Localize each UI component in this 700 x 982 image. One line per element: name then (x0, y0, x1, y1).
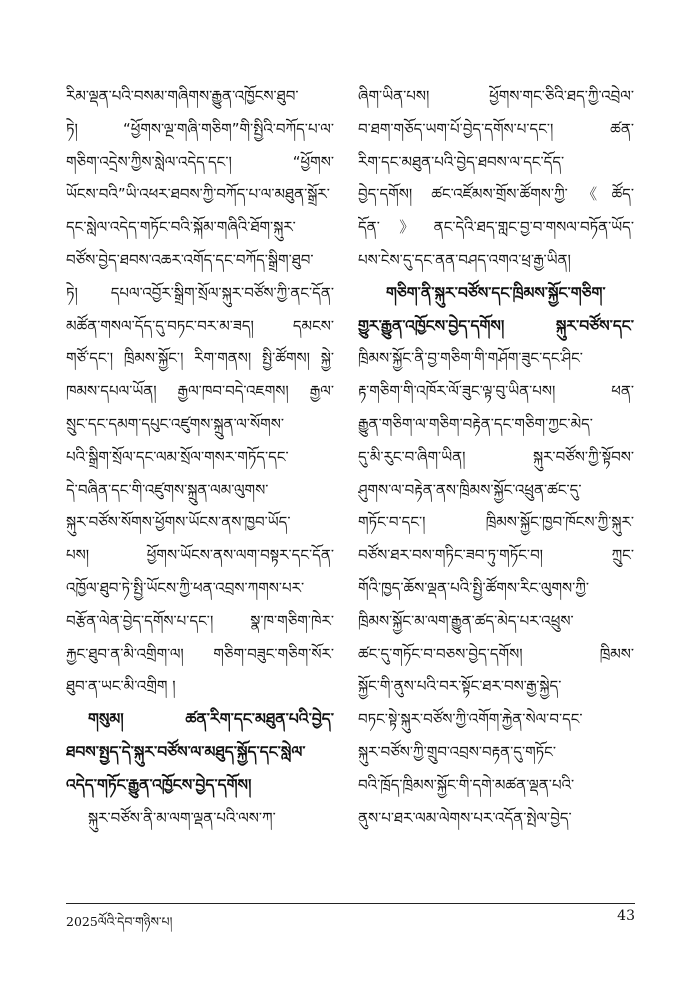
text-line: བཏང་སྟེ་སྐུར་བཙོས་ཀྱི་འགོག་རྐྱེན་སེལ་བ་དང་ (358, 710, 583, 729)
section-heading-line: གསུམ། ཚན་རིག་དང་མཐུན་པའི་བྱེད་ (88, 710, 334, 729)
text-line: སྲུང་དང་དམག་དཔུང་འཛུགས་སྐྲུན་ལ་སོགས་ (66, 414, 284, 433)
text-line: གཙོ་དང་། ཁྲིམས་སྐྱོང་། རིག་གནས། སྤྱི་ཚོགས། སྐྱེ་ (66, 349, 334, 368)
text-line: བ་ཐག་གཅོད་ཡག་པོ་བྱེད་དགོས་པ་དང་། ཚན་ (358, 119, 634, 138)
text-line: རིག་དང་མཐུན་པའི་བྱེད་ཐབས་ལ་དང་དོད་ (358, 152, 565, 171)
text-line: དོན་》ནང་དེའི་ཐད་གླང་བྱ་བ་གསལ་བཏོན་ཡོད་ (358, 218, 634, 237)
text-line: ཤུགས་ལ་བརྟེན་ནས་ཁྲིམས་སྐྱོང་འཕྲུན་ཚང་དུ་ (358, 480, 582, 499)
text-line: རྐྱང་ཐུབ་ན་མི་འགྲིག་ལ། གཅིག་བཟུང་གཅིག་སོར་ (66, 644, 334, 663)
right-text-column (358, 80, 634, 834)
footer-divider (66, 903, 635, 904)
text-line: བཙོས་བྱེད་ཐབས་འཆར་འགོད་དང་བཀོད་སྒྲིག་ཐུབ་ (66, 250, 314, 269)
text-line: ཐུབ་ན་ཡང་མི་འགྲིག ། (66, 677, 176, 696)
text-line: བརྩོན་ལེན་བྱེད་དགོས་པ་དང་། སྣ་ཁ་གཅིག་ཁེར་ (66, 611, 334, 630)
text-line: ནུས་པ་ཐར་ལམ་ལེགས་པར་འདོན་སྤེལ་བྱེད་ (358, 808, 572, 827)
text-line: ཁམས་དཔལ་ཡོན། རྒྱལ་ཁབ་བདེ་འཇགས། རྒྱལ་ (66, 382, 334, 401)
text-line: འཁྱོལ་ཐུབ་ཏེ་སྤྱི་ཡོངས་ཀྱི་ཕན་འབྲས་ཀགས་པར་ (66, 578, 305, 597)
text-line: རྒྱུན་གཅིག་ལ་གཅིག་བརྟེན་དང་གཅིག་ཀྱང་མེད་ (358, 414, 593, 433)
text-line: དང་སླེལ་འདེད་གཏོང་བའི་སྐོམ་གཞིའི་ཐོག་སྐུར་ (66, 218, 296, 237)
text-line: པའི་སྒྲིག་སྲོལ་དང་ལམ་སྲོལ་གསར་གཏོད་དང་ (66, 447, 289, 466)
text-line: གོའི་ཁྱད་ཆོས་ལྡན་པའི་སྤྱི་ཚོགས་རིང་ལུགས་ཀྱི་ (358, 578, 589, 597)
text-line: རིམ་ལྡན་པའི་བསམ་གཞིགས་རྒྱུན་འཁྱོངས་ཐུབ་ (66, 87, 299, 105)
text-line: སྐུར་བཙོས་ནི་མ་ལག་ལྡན་པའི་ལས་ཀ་ (88, 808, 276, 827)
text-line: དེ་བཞིན་དང་གི་འཛུགས་སྐྲུན་ལམ་ལུགས་ (66, 480, 269, 499)
left-text-column (66, 80, 334, 834)
text-line: ཁྲིམས་སྐྱོང་ནི་བྱ་གཅིག་གི་གཤོག་ཟུང་དང་ཤིང་ (358, 349, 583, 368)
text-line: ཡོངས་བའི”ཡི་འཕར་ཐབས་ཀྱི་བཀོད་པ་ལ་མཐུན་སྒྲོར་ (66, 185, 330, 204)
page-number: 43 (617, 908, 635, 924)
text-line: མཚོན་གསལ་དོད་དུ་བཏང་བར་མ་ཟད། དམངས་ (66, 316, 334, 335)
text-line: གཅིག་འདྲེས་ཀྱིས་སླེལ་འདེད་དང་། “ཕྱོགས་ (66, 152, 334, 171)
section-heading-line: ཐབས་སྤྱད་དེ་སྐུར་བཙོས་ལ་མཐུད་སྐྱོད་དང་སླེལ་ (66, 742, 306, 761)
text-line: སྐྱོང་གི་ནུས་པའི་བར་སྟོང་ཐར་བས་རྒྱ་སྐྱེད་ (358, 677, 562, 696)
text-line: ཏེ། དཔལ་འབྱོར་སྒྲིག་སྲོལ་སྐུར་བཙོས་ཀྱི་ནང་དོན་ (66, 283, 334, 302)
text-line: གཏོང་བ་དང་། ཁྲིམས་སྐྱོང་ཁྱབ་ཁོངས་ཀྱི་སྐུར་ (358, 513, 634, 532)
text-line: ཏེ། “ཕྱོགས་ལྔ་གཞི་གཅིག”གི་སྤྱིའི་བཀོད་པ་ལ་ (66, 119, 334, 138)
text-line: བྱེད་དགོས། ཚང་འཛོམས་གྲོས་ཚོགས་ཀྱི་《ཚོད་ (358, 185, 634, 204)
footer-issue-label: 2025ལོའི་དེབ་གཉིས་པ། (66, 914, 173, 929)
text-line: པས། ཕྱོགས་ཡོངས་ནས་ལག་བསྟར་དང་དོན་ (66, 546, 334, 565)
text-line: དུ་མི་རུང་བ་ཞིག་ཡིན། སྐུར་བཙོས་ཀྱི་སྟོབས་ (358, 447, 634, 466)
text-line: བཙོས་ཐར་བས་གཏིང་ཟབ་ཏུ་གཏོང་བ། ཀྲུང་ (358, 546, 634, 565)
text-line: ཚང་དུ་གཏོང་བ་བཅས་བྱེད་དགོས། ཁྲིམས་ (358, 644, 634, 663)
text-line: བའི་ཁྲོད་ཁྲིམས་སྐྱོང་གི་དགེ་མཚན་ལྡན་པའི་ (358, 775, 575, 794)
text-line: སྐུར་བཙོས་སོགས་ཕྱོགས་ཡོངས་ནས་ཁྱབ་ཡོད་ (66, 513, 291, 532)
text-line: པས་ངེས་དུ་དང་ནན་བཤད་འགའ་ཕྲ་རྒྱ་ཡིན། (358, 250, 571, 269)
text-line: ཁྲིམས་སྐྱོང་མ་ལག་རྒྱུན་ཚད་མེད་པར་འཕྲུས་ (358, 611, 574, 630)
section-heading-line: གྱུར་རྒྱུན་འཁྱོངས་བྱེད་དགོས། སྐུར་བཙོས་དང་ (358, 316, 634, 335)
section-heading-line: འདེད་གཏོང་རྒྱུན་འཁྱོངས་བྱེད་དགོས། (66, 775, 252, 794)
text-line: རྟ་གཅིག་གི་འཁོར་ལོ་ཟུང་ལྟ་བུ་ཡིན་པས། ཕན་ (358, 382, 634, 401)
section-heading-line: གཅིག་ནི་སྐུར་བཙོས་དང་ཁྲིམས་སྐྱོང་གཅིག་ (386, 283, 606, 302)
text-line: སྐུར་བཙོས་ཀྱི་གྲུབ་འབྲས་བརྟན་དུ་གཏོང་ (358, 742, 556, 761)
text-line: ཞིག་ཡིན་པས། ཕྱོགས་གང་ཅིའི་ཐད་ཀྱི་འབྲེལ་ (358, 87, 634, 105)
